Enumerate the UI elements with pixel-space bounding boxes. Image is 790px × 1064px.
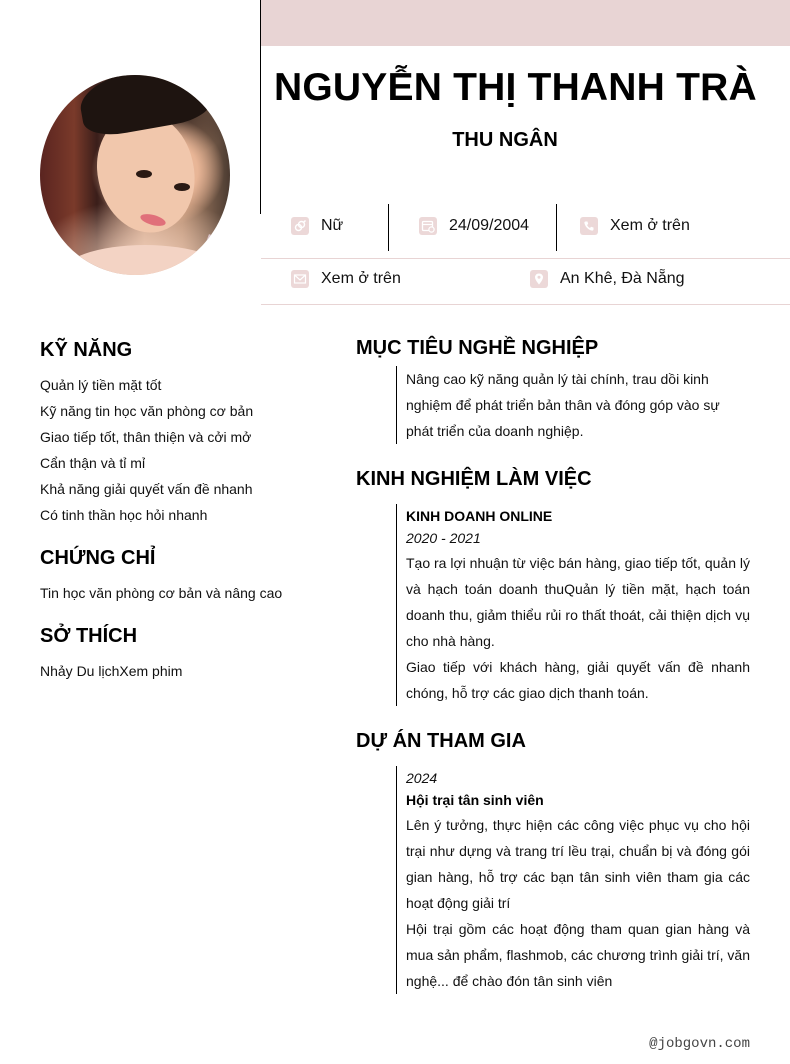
hobbies-heading: SỞ THÍCH (40, 625, 138, 647)
projects-heading: DỰ ÁN THAM GIA (356, 730, 526, 752)
skill-item: Kỹ năng tin học văn phòng cơ bản (40, 403, 254, 419)
project-name: Hội trại tân sinh viên (406, 792, 544, 808)
info-birthday (419, 217, 529, 235)
project-entry (396, 766, 750, 994)
skills-heading: KỸ NĂNG (40, 339, 133, 361)
experience-description: Giao tiếp với khách hàng, giải quyết vấn đề nhanh chóng, hỗ trợ các giao dịch thanh toán. (406, 659, 750, 701)
info-separator (388, 204, 389, 251)
info-address (530, 270, 685, 288)
email-value: Xem ở trên (321, 270, 401, 287)
objective-section (356, 336, 750, 444)
experience-entry (396, 504, 750, 706)
info-email (291, 270, 401, 288)
calendar-icon (419, 217, 437, 235)
job-title: THU NGÂN (452, 129, 558, 151)
experience-position: KINH DOANH ONLINE (406, 508, 553, 524)
skill-item: Cẩn thận và tỉ mỉ (40, 455, 146, 471)
hobbies-section (40, 624, 320, 684)
skill-item: Có tinh thần học hỏi nhanh (40, 507, 208, 523)
left-column (40, 338, 320, 684)
gender-value: Nữ (321, 217, 344, 234)
skills-list (40, 372, 320, 528)
email-icon (291, 270, 309, 288)
header-divider-line (260, 0, 261, 214)
objective-block (396, 366, 750, 444)
candidate-name: NGUYỄN THỊ THANH TRÀ (274, 66, 757, 109)
header-accent-band (261, 0, 790, 46)
info-gender (291, 217, 343, 235)
phone-value: Xem ở trên (610, 217, 690, 234)
watermark: @jobgovn.com (649, 1036, 750, 1052)
objective-text: Nâng cao kỹ năng quản lý tài chính, trau dồi kinh nghiệm để phát triển bản thân và đóng góp vào sự phát triển của doanh nghiệp. (406, 371, 720, 439)
certificate-item: Tin học văn phòng cơ bản và nâng cao (40, 585, 283, 601)
projects-section (356, 729, 750, 994)
avatar (40, 75, 230, 275)
hobby-item: Nhảy Du lịchXem phim (40, 663, 183, 679)
project-description: Hội trại gồm các hoạt động tham quan gian hàng và mua sản phẩm, flashmob, các chương trình giải trí, văn nghệ... để chào đón tân sinh viên (406, 921, 750, 989)
info-phone (580, 217, 690, 235)
skill-item: Quản lý tiền mặt tốt (40, 377, 162, 393)
birthday-value: 24/09/2004 (449, 217, 530, 234)
skill-item: Giao tiếp tốt, thân thiện và cởi mở (40, 429, 252, 445)
certificates-section (40, 546, 320, 606)
info-separator (556, 204, 557, 251)
avatar-eye-right (174, 183, 190, 191)
phone-icon (580, 217, 598, 235)
objective-heading: MỤC TIÊU NGHỀ NGHIỆP (356, 337, 599, 359)
location-pin-icon (530, 270, 548, 288)
experience-description: Tạo ra lợi nhuận từ việc bán hàng, giao tiếp tốt, quản lý và hạch toán doanh thuQuản lý tiền mặt, hạch toán doanh thu, giảm thiểu rủi ro thất thoát, cải thiện dịch vụ cho nhà hàng. (406, 555, 750, 649)
address-value: An Khê, Đà Nẵng (560, 270, 685, 287)
avatar-eye-left (136, 170, 152, 178)
project-description: Lên ý tưởng, thực hiện các công việc phục vụ cho hội trại như dựng và trang trí lều trại, chuẩn bị và đóng gói gian hàng, hỗ trợ các bạn tân sinh viên tham gia các hoạt động giải trí (406, 817, 750, 911)
experience-heading: KINH NGHIỆM LÀM VIỆC (356, 468, 592, 490)
project-period: 2024 (406, 770, 438, 786)
hobbies-list (40, 658, 320, 684)
certificates-heading: CHỨNG CHỈ (40, 547, 156, 569)
skills-section (40, 338, 320, 528)
experience-period: 2020 - 2021 (406, 530, 481, 546)
experience-section (356, 467, 750, 706)
certificates-list (40, 580, 320, 606)
info-row-2 (261, 259, 790, 305)
skill-item: Khả năng giải quyết vấn đề nhanh (40, 481, 253, 497)
info-row-1 (261, 204, 790, 259)
gender-icon (291, 217, 309, 235)
